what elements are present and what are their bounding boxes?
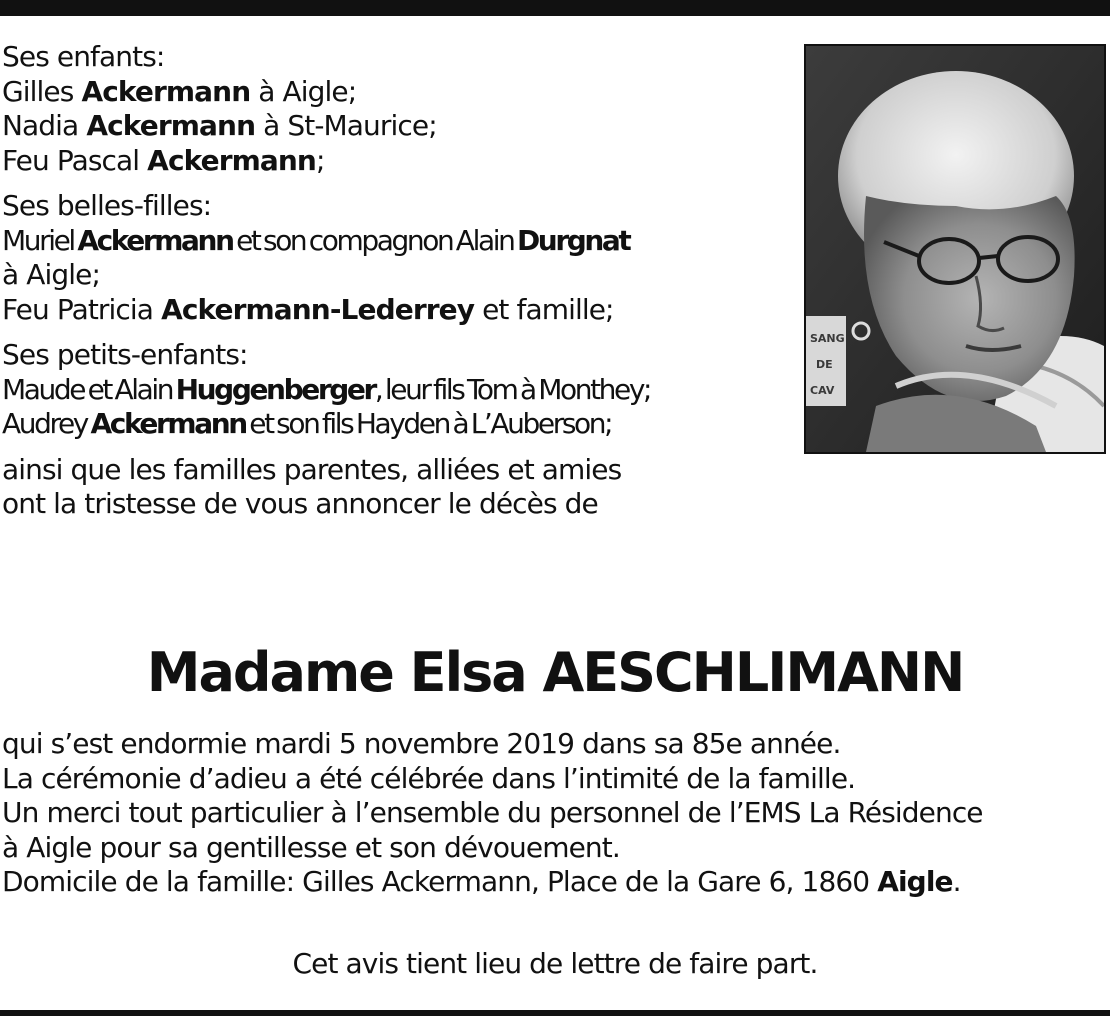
details-line-2: La cérémonie d’adieu a été célébrée dans l’intimité de la famille. <box>2 761 856 795</box>
grandchild-2: Audrey Ackermann et son fils Hayden à L’Auberson; <box>2 407 612 440</box>
daughters-in-law-heading: Ses belles-filles: <box>2 189 212 222</box>
daughter-in-law-1-city: à Aigle; <box>2 258 101 291</box>
child-3-surname: Ackermann <box>147 143 316 177</box>
photo-sign-2: DE <box>816 358 833 371</box>
portrait-image <box>806 46 1104 452</box>
announcement-line-2: ont la tristesse de vous annoncer le décès de <box>2 487 598 520</box>
closing-note: Cet avis tient lieu de lettre de faire part. <box>292 947 818 980</box>
details <box>2 727 1110 900</box>
deceased-name: Madame Elsa AESCHLIMANN <box>146 641 964 704</box>
top-rule <box>0 0 1110 16</box>
daughter-in-law-2: Feu Patricia Ackermann-Lederrey et famille; <box>2 292 614 326</box>
photo-sign-1: SANG <box>810 332 845 345</box>
child-3: Feu Pascal Ackermann; <box>2 143 325 177</box>
details-line-4: à Aigle pour sa gentillesse et son dévouement. <box>2 830 620 864</box>
details-line-1: qui s’est endormie mardi 5 novembre 2019 dans sa 85e année. <box>2 727 841 760</box>
child-1-surname: Ackermann <box>81 74 251 108</box>
details-line-3: Un merci tout particulier à l’ensemble du personnel de l’EMS La Résidence <box>2 796 983 829</box>
announcement-line-1: ainsi que les familles parentes, alliées et amies <box>2 452 622 486</box>
daughter-in-law-1: Muriel Ackermann et son compagnon Alain Durgnat <box>2 223 630 257</box>
grandchildren-heading: Ses petits-enfants: <box>2 338 248 371</box>
portrait-photo <box>804 44 1106 454</box>
child-2-surname: Ackermann <box>86 109 256 142</box>
family-list <box>2 40 802 533</box>
domicile: Domicile de la famille: Gilles Ackermann, Place de la Gare 6, 1860 Aigle. <box>2 865 961 898</box>
children-group <box>2 40 802 178</box>
announcement <box>2 453 802 522</box>
bottom-rule <box>0 1010 1110 1016</box>
children-heading: Ses enfants: <box>2 40 165 73</box>
domicile-city: Aigle <box>877 865 953 898</box>
child-2: Nadia Ackermann à St-Maurice; <box>2 109 437 142</box>
photo-sign-3: CAV <box>810 384 835 397</box>
grandchildren-group <box>2 338 802 442</box>
daughters-in-law-group <box>2 189 802 327</box>
child-1: Gilles Ackermann à Aigle; <box>2 74 357 108</box>
grandchild-1: Maude et Alain Huggenberger, leur fils Tom à Monthey; <box>2 372 651 406</box>
